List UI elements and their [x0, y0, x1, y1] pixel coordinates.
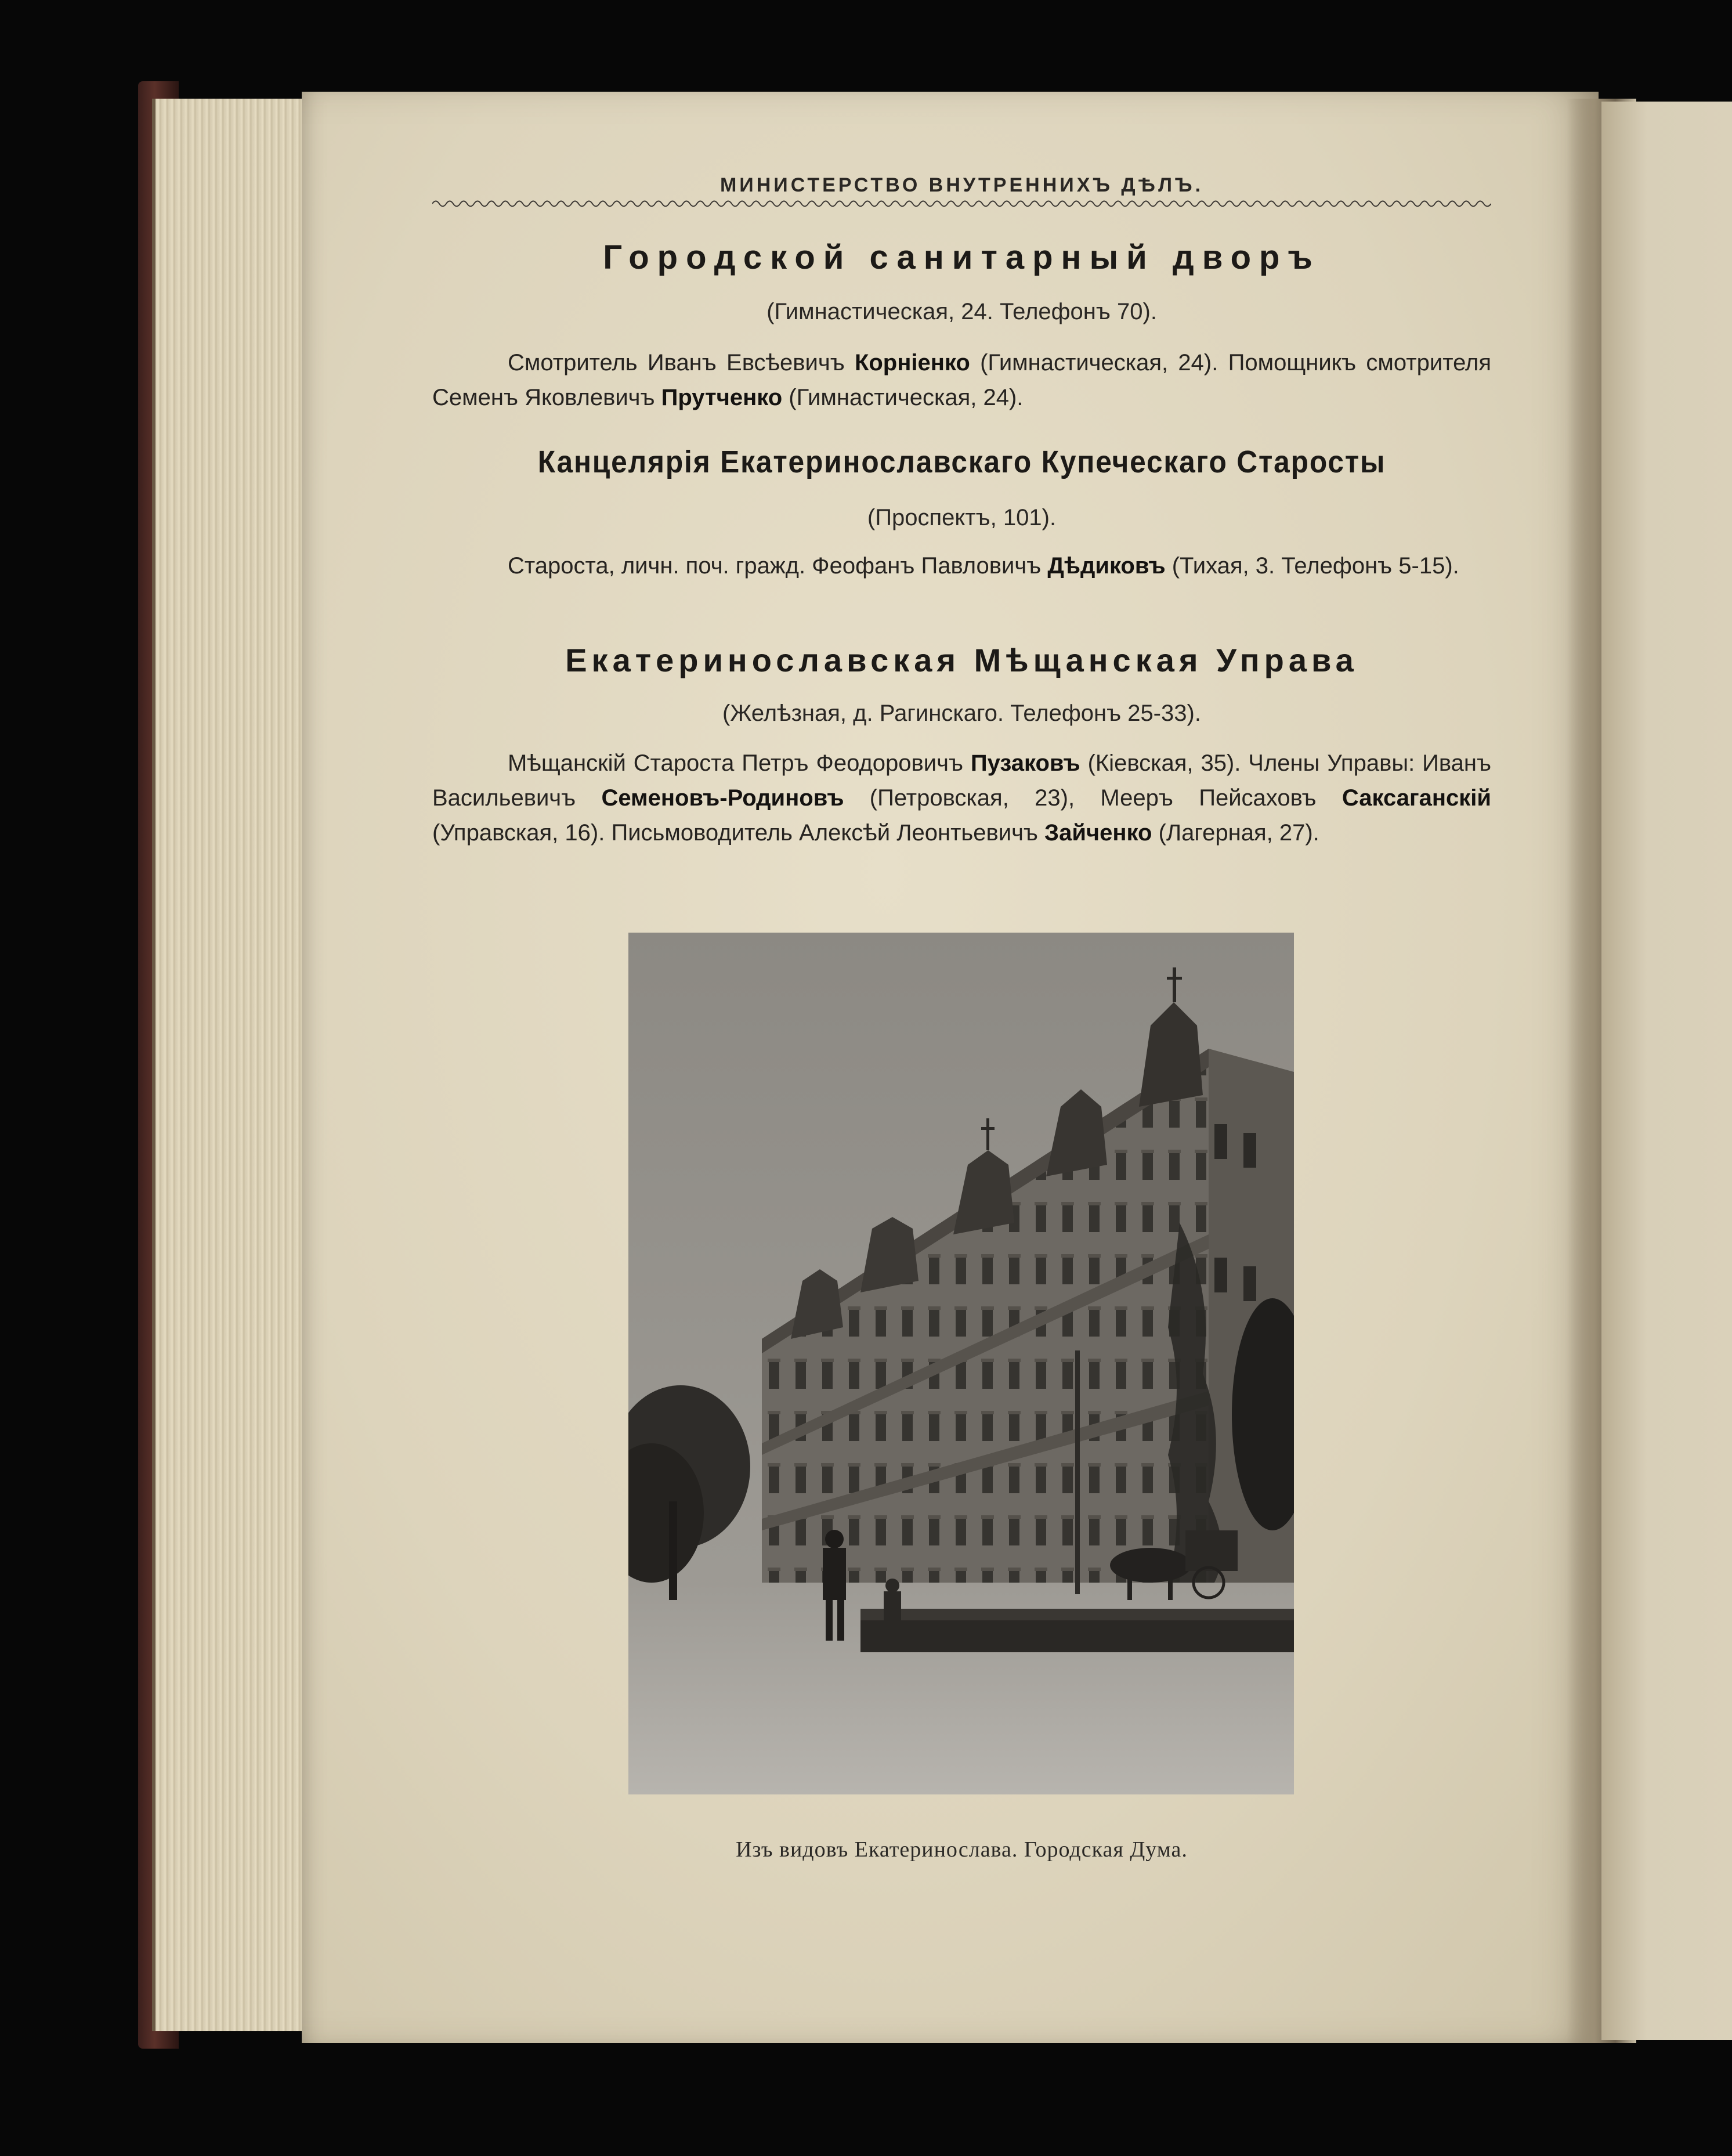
facing-page-edge — [1601, 102, 1732, 2040]
surname-zaychenko: Зайченко — [1044, 820, 1152, 846]
section-text-meshchanskaya-uprava — [432, 746, 1491, 850]
section-text-merchant-office — [432, 548, 1491, 583]
section-title-merchant-office: Канцелярія Екатеринославскаго Купеческаго Старосты — [537, 445, 1386, 479]
running-head: МИНИСТЕРСТВО ВНУТРЕННИХЪ ДѢЛЪ. — [719, 174, 1204, 196]
text-fragment: (Управская, 16). Письмоводитель Алексѣй Леонтьевичъ — [432, 820, 1045, 846]
text-fragment: Смотритель Иванъ Евсѣевичъ — [508, 350, 855, 375]
text-fragment: (Кіевская, 35). Члены Управы: Иванъ Васильевичъ — [432, 750, 1491, 811]
page-edges — [152, 99, 312, 2031]
text-fragment: (Петровская, 23), Мееръ Пейсаховъ — [844, 785, 1342, 811]
text-fragment: Мѣщанскій Староста Петръ Феодоровичъ — [508, 750, 971, 776]
photo-caption: Изъ видовъ Екатеринослава. Городская Дума. — [736, 1837, 1188, 1862]
section-title-sanitary-yard: Городской санитарный дворъ — [603, 239, 1321, 276]
surname-korniyenko: Корніенко — [854, 350, 970, 375]
text-fragment: (Лагерная, 27). — [1152, 820, 1319, 846]
surname-prutchenko: Прутченко — [661, 385, 783, 410]
surname-dedikov: Дѣдиковъ — [1047, 553, 1166, 579]
section-title-meshchanskaya-uprava: Екатеринославская Мѣщанская Управа — [565, 642, 1358, 678]
text-fragment: (Тихая, 3. Телефонъ 5-15). — [1165, 553, 1459, 579]
surname-saksaganskiy: Саксаганскій — [1342, 785, 1491, 811]
surname-puzakov: Пузаковъ — [970, 750, 1080, 776]
section-address-meshchanskaya-uprava: (Желѣзная, д. Рагинскаго. Телефонъ 25-33). — [722, 700, 1201, 726]
text-fragment: (Гимнастическая, 24). Помощникъ смотрителя Семенъ Яковлевичъ — [432, 350, 1491, 410]
city-duma-illustration — [628, 933, 1294, 1794]
photo-city-duma — [628, 933, 1294, 1794]
surname-semenov-rodinov: Семеновъ-Родиновъ — [601, 785, 844, 811]
section-address-merchant-office: (Проспектъ, 101). — [867, 505, 1057, 530]
text-fragment: Староста, личн. поч. гражд. Феофанъ Павловичъ — [508, 553, 1048, 579]
ornamental-rule — [432, 197, 1491, 210]
text-fragment: (Гимнастическая, 24). — [782, 385, 1024, 410]
section-address-sanitary-yard: (Гимнастическая, 24. Телефонъ 70). — [766, 299, 1157, 324]
section-text-sanitary-yard — [432, 345, 1491, 415]
